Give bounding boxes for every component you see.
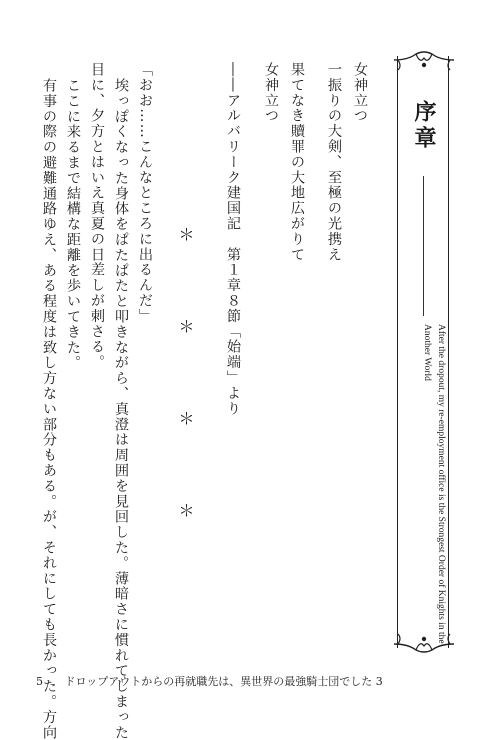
chapter-subtitle: After the dropout, my re-employment office is the Strongest Order of Knights in the Another World <box>422 324 446 644</box>
body-line: 埃っぽくなった身体をぱたぱたと叩きながら、真澄は周囲を見回した。薄暗さに慣れてしまった <box>113 78 129 740</box>
title-rule <box>423 176 424 316</box>
poem-line: 女神立つ <box>352 62 368 124</box>
poem-line: 女神立つ <box>263 62 279 124</box>
chapter-banner <box>397 56 449 648</box>
page-number: 5 <box>36 675 43 688</box>
body-line: ここに来るまで結構な距離を歩いてきた。 <box>65 78 81 371</box>
chapter-title: 序章 <box>411 100 437 152</box>
book-title: ドロップアウトからの再就職先は、異世界の最強騎士団でした 3 <box>64 675 383 688</box>
scene-separator: ＊ ＊ ＊ ＊ <box>176 226 195 548</box>
poem-line: 果てなき贖罪の大地広がりて <box>289 62 305 263</box>
page-footer <box>36 673 383 689</box>
body-line: 有事の際の避難通路ゆえ、ある程度は致し方ない部分もある。が、それにしても長かった。方向 <box>41 78 57 740</box>
ornament-top-icon <box>392 50 456 72</box>
ornament-bottom-icon <box>392 632 456 654</box>
citation: ――アルバリーク建国記 第１章８節「始端」より <box>225 62 241 417</box>
body-line: 目に、夕方とはいえ真夏の日差しが刺さる。 <box>89 62 105 370</box>
body-line: 「おお……こんなところに出るんだ」 <box>137 62 153 324</box>
poem-line: 一振りの大剣、至極の光携え <box>326 62 342 263</box>
